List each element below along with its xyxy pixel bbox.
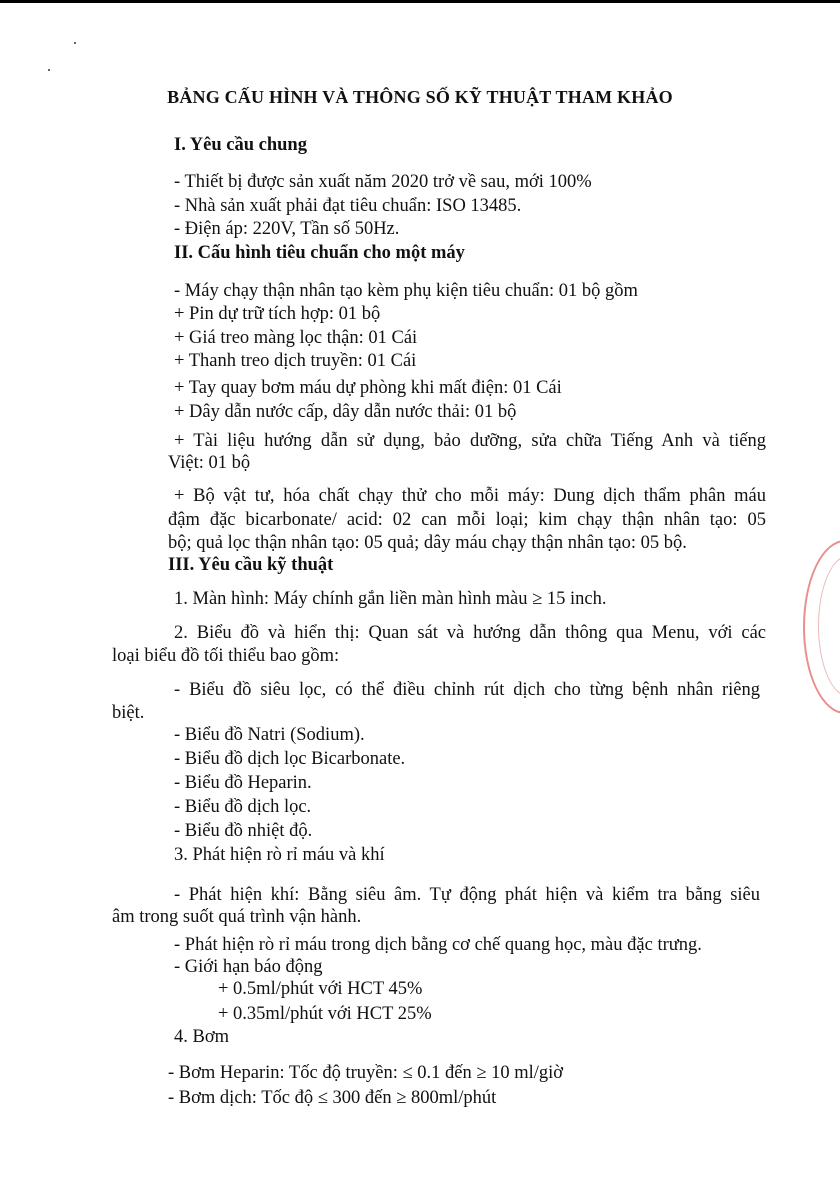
section-heading: III. Yêu cầu kỹ thuật: [168, 555, 334, 575]
list-item: loại biểu đồ tối thiểu bao gồm:: [112, 646, 340, 666]
page-top-border: [0, 0, 840, 3]
list-item: + 0.35ml/phút với HCT 25%: [218, 1004, 432, 1024]
section-heading: I. Yêu cầu chung: [174, 135, 307, 155]
list-item: - Biểu đồ dịch lọc Bicarbonate.: [174, 749, 406, 769]
list-item: - Nhà sản xuất phải đạt tiêu chuẩn: ISO 13485.: [174, 196, 522, 216]
list-item: + Thanh treo dịch truyền: 01 Cái: [174, 351, 417, 371]
list-item: biệt.: [112, 703, 145, 723]
list-item: - Bơm dịch: Tốc độ ≤ 300 đến ≥ 800ml/phút: [168, 1088, 497, 1108]
list-item: - Biểu đồ Heparin.: [174, 773, 312, 793]
list-item: + Tài liệu hướng dẫn sử dụng, bảo dưỡng, sửa chữa Tiếng Anh và tiếng: [174, 431, 766, 451]
list-item: âm trong suốt quá trình vận hành.: [112, 907, 362, 927]
list-item: 4. Bơm: [174, 1027, 230, 1047]
list-item: - Máy chạy thận nhân tạo kèm phụ kiện tiêu chuẩn: 01 bộ gồm: [174, 281, 638, 301]
list-item: bộ; quả lọc thận nhân tạo: 05 quả; dây máu chạy thận nhân tạo: 05 bộ.: [168, 533, 687, 553]
list-item: - Bơm Heparin: Tốc độ truyền: ≤ 0.1 đến ≥ 10 ml/giờ: [168, 1063, 564, 1083]
list-item: - Biểu đồ dịch lọc.: [174, 797, 312, 817]
list-item: - Biểu đồ Natri (Sodium).: [174, 725, 365, 745]
scan-speck: [48, 69, 50, 71]
list-item: 3. Phát hiện rò rỉ máu và khí: [174, 845, 385, 865]
scan-speck: [74, 42, 76, 44]
list-item: 1. Màn hình: Máy chính gắn liền màn hình màu ≥ 15 inch.: [174, 589, 607, 609]
list-item: Việt: 01 bộ: [168, 453, 251, 473]
list-item: + Pin dự trữ tích hợp: 01 bộ: [174, 304, 381, 324]
list-item: - Biểu đồ nhiệt độ.: [174, 821, 313, 841]
list-item: - Điện áp: 220V, Tần số 50Hz.: [174, 219, 400, 239]
list-item: - Phát hiện rò rỉ máu trong dịch bằng cơ chế quang học, màu đặc trưng.: [174, 935, 702, 955]
list-item: - Phát hiện khí: Bằng siêu âm. Tự động phát hiện và kiểm tra bằng siêu: [174, 885, 760, 905]
list-item: + Tay quay bơm máu dự phòng khi mất điện: 01 Cái: [174, 378, 562, 398]
list-item: + 0.5ml/phút với HCT 45%: [218, 979, 423, 999]
list-item: + Giá treo màng lọc thận: 01 Cái: [174, 328, 418, 348]
list-item: đậm đặc bicarbonate/ acid: 02 can mỗi loại; kim chạy thận nhân tạo: 05: [168, 510, 766, 530]
list-item: + Bộ vật tư, hóa chất chạy thử cho mỗi máy: Dung dịch thẩm phân máu: [174, 486, 766, 506]
list-item: - Thiết bị được sản xuất năm 2020 trở về sau, mới 100%: [174, 172, 592, 192]
section-heading: II. Cấu hình tiêu chuẩn cho một máy: [174, 243, 465, 263]
list-item: - Biểu đồ siêu lọc, có thể điều chỉnh rút dịch cho từng bệnh nhân riêng: [174, 680, 760, 700]
list-item: 2. Biểu đồ và hiển thị: Quan sát và hướng dẫn thông qua Menu, với các: [174, 623, 766, 643]
document-title: BẢNG CẤU HÌNH VÀ THÔNG SỐ KỸ THUẬT THAM KHẢO: [167, 87, 673, 107]
list-item: - Giới hạn báo động: [174, 957, 323, 977]
list-item: + Dây dẫn nước cấp, dây dẫn nước thải: 01 bộ: [174, 402, 517, 422]
